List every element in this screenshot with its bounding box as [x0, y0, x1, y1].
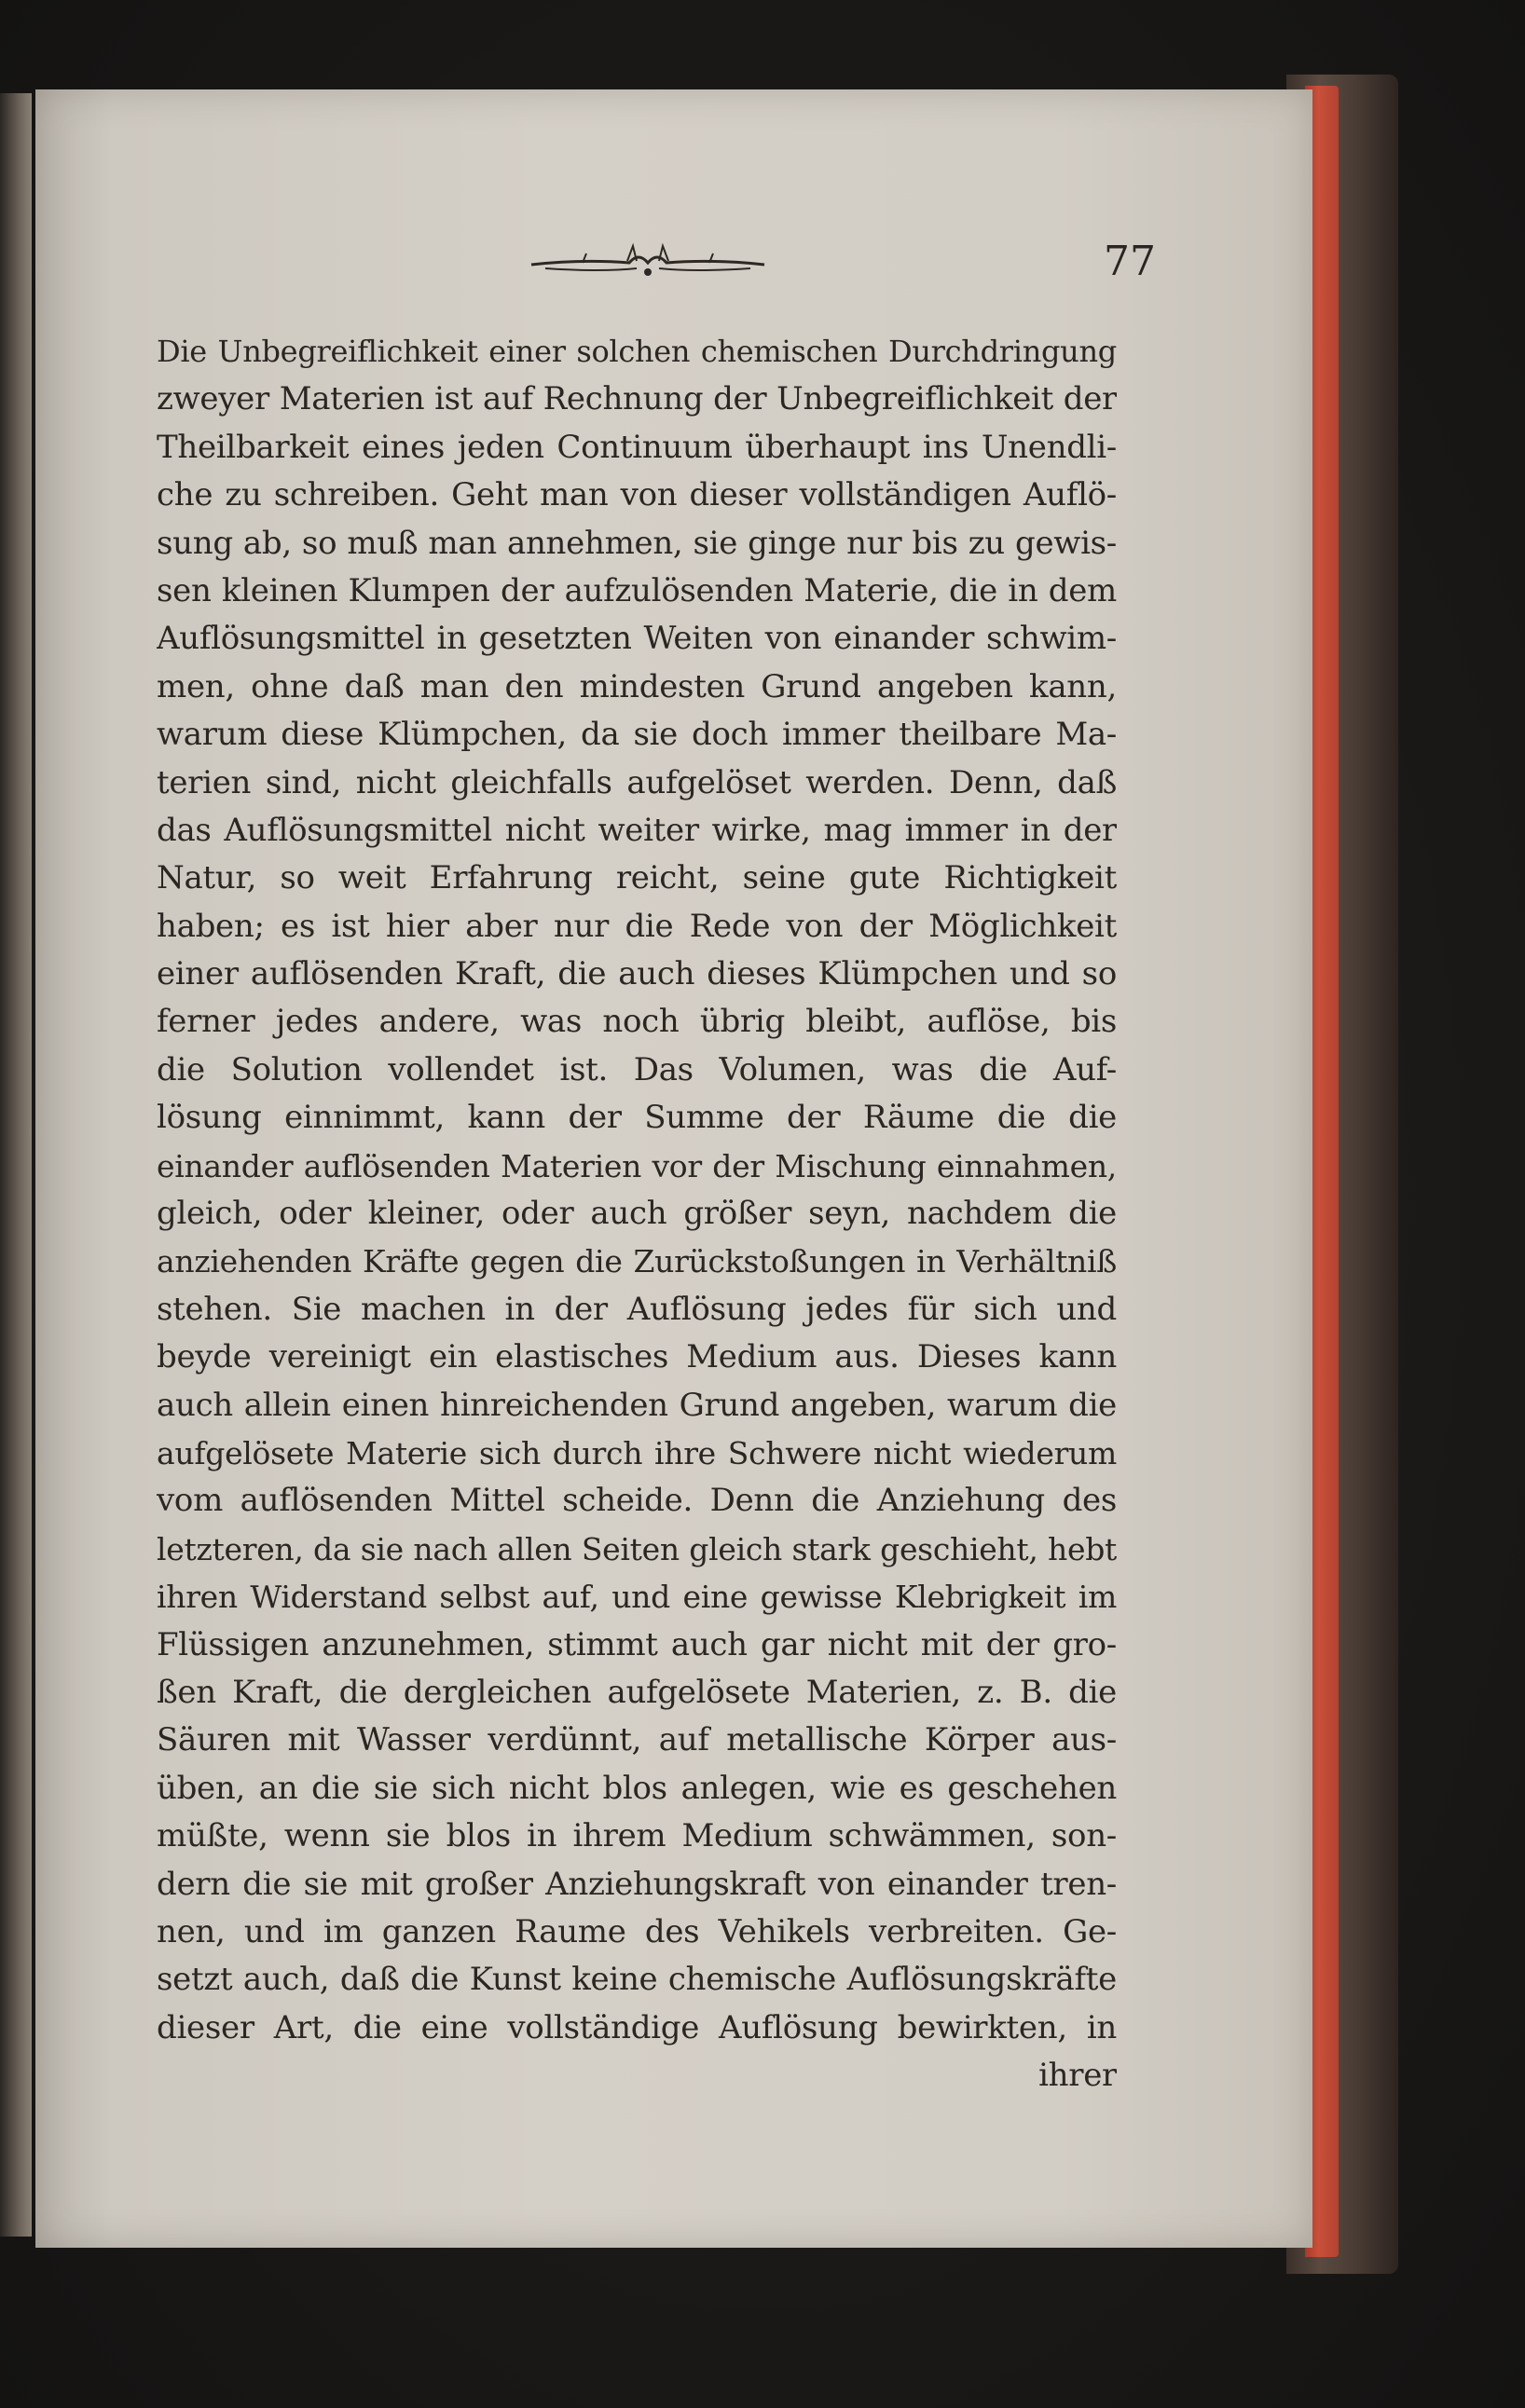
text-line: anziehenden Kräfte gegen die Zurückstoßungen in Verhältniß	[157, 1243, 1117, 1280]
text-line: ferner jedes andere, was noch übrig bleibt, auflöse, bis	[157, 1003, 1117, 1041]
text-line: Theilbarkeit eines jeden Continuum überhaupt ins Unendli-	[157, 428, 1117, 466]
text-line: terien sind, nicht gleichfalls aufgelöset werden. Denn, daß	[157, 763, 1117, 801]
text-line: Auflösungsmittel in gesetzten Weiten von einander schwim-	[157, 620, 1117, 658]
text-line: beyde vereinigt ein elastisches Medium aus. Dieses kann	[157, 1338, 1117, 1376]
text-line: setzt auch, daß die Kunst keine chemische Auflösungskräfte	[157, 1961, 1117, 1999]
text-line: Die Unbegreiflichkeit einer solchen chemischen Durchdringung	[157, 334, 1117, 369]
text-line: sung ab, so muß man annehmen, sie ginge nur bis zu gewis-	[157, 524, 1117, 562]
text-line: das Auflösungsmittel nicht weiter wirke, mag immer in der	[157, 811, 1117, 849]
text-line: stehen. Sie machen in der Auflösung jedes für sich und	[157, 1290, 1117, 1328]
text-line: üben, an die sie sich nicht blos anlegen, wie es geschehen	[157, 1769, 1117, 1807]
text-line: ßen Kraft, die dergleichen aufgelösete Materien, z. B. die	[157, 1673, 1117, 1711]
text-line: ihren Widerstand selbst auf, und eine gewisse Klebrigkeit im	[157, 1579, 1117, 1616]
text-line: einander auflösenden Materien vor der Mischung einnahmen,	[157, 1147, 1117, 1184]
text-line: lösung einnimmt, kann der Summe der Räume die die	[157, 1099, 1117, 1137]
text-line: warum diese Klümpchen, da sie doch immer theilbare Ma-	[157, 716, 1117, 754]
text-line: Natur, so weit Erfahrung reicht, seine gute Richtigkeit	[157, 859, 1117, 897]
text-line: che zu schreiben. Geht man von dieser vollständigen Auflö-	[157, 476, 1117, 514]
text-line: die Solution vollendet ist. Das Volumen, was die Auf-	[157, 1050, 1117, 1088]
facing-page-edge	[0, 93, 32, 2237]
text-line: nen, und im ganzen Raume des Vehikels verbreiten. Ge-	[157, 1912, 1117, 1950]
text-line: sen kleinen Klumpen der aufzulösenden Materie, die in dem	[157, 571, 1117, 609]
text-line: dieser Art, die eine vollständige Auflösung bewirkten, in	[157, 2008, 1117, 2046]
text-line: zweyer Materien ist auf Rechnung der Unbegreiflichkeit der	[157, 380, 1117, 418]
text-line: aufgelösete Materie sich durch ihre Schwere nicht wiederum	[157, 1434, 1117, 1471]
text-line: haben; es ist hier aber nur die Rede von der Möglichkeit	[157, 907, 1117, 945]
text-line: einer auflösenden Kraft, die auch dieses Klümpchen und so	[157, 955, 1117, 993]
text-line: Säuren mit Wasser verdünnt, auf metallische Körper aus-	[157, 1721, 1117, 1759]
text-line: müßte, wenn sie blos in ihrem Medium schwämmen, son-	[157, 1817, 1117, 1855]
page-number: 77	[1104, 238, 1156, 285]
text-line: letzteren, da sie nach allen Seiten gleich stark geschieht, hebt	[157, 1530, 1117, 1567]
text-line: vom auflösenden Mittel scheide. Denn die Anziehung des	[157, 1482, 1117, 1520]
body-text	[157, 328, 1117, 2100]
text-line: gleich, oder kleiner, oder auch größer seyn, nachdem die	[157, 1195, 1117, 1233]
catchword: ihrer	[1038, 2057, 1117, 2095]
text-line: dern die sie mit großer Anziehungskraft von einander tren-	[157, 1865, 1117, 1903]
text-line: Flüssigen anzunehmen, stimmt auch gar nicht mit der gro-	[157, 1625, 1117, 1663]
ornament-icon	[527, 240, 769, 287]
text-line: auch allein einen hinreichenden Grund angeben, warum die	[157, 1386, 1117, 1424]
text-line: men, ohne daß man den mindesten Grund angeben kann,	[157, 667, 1117, 705]
